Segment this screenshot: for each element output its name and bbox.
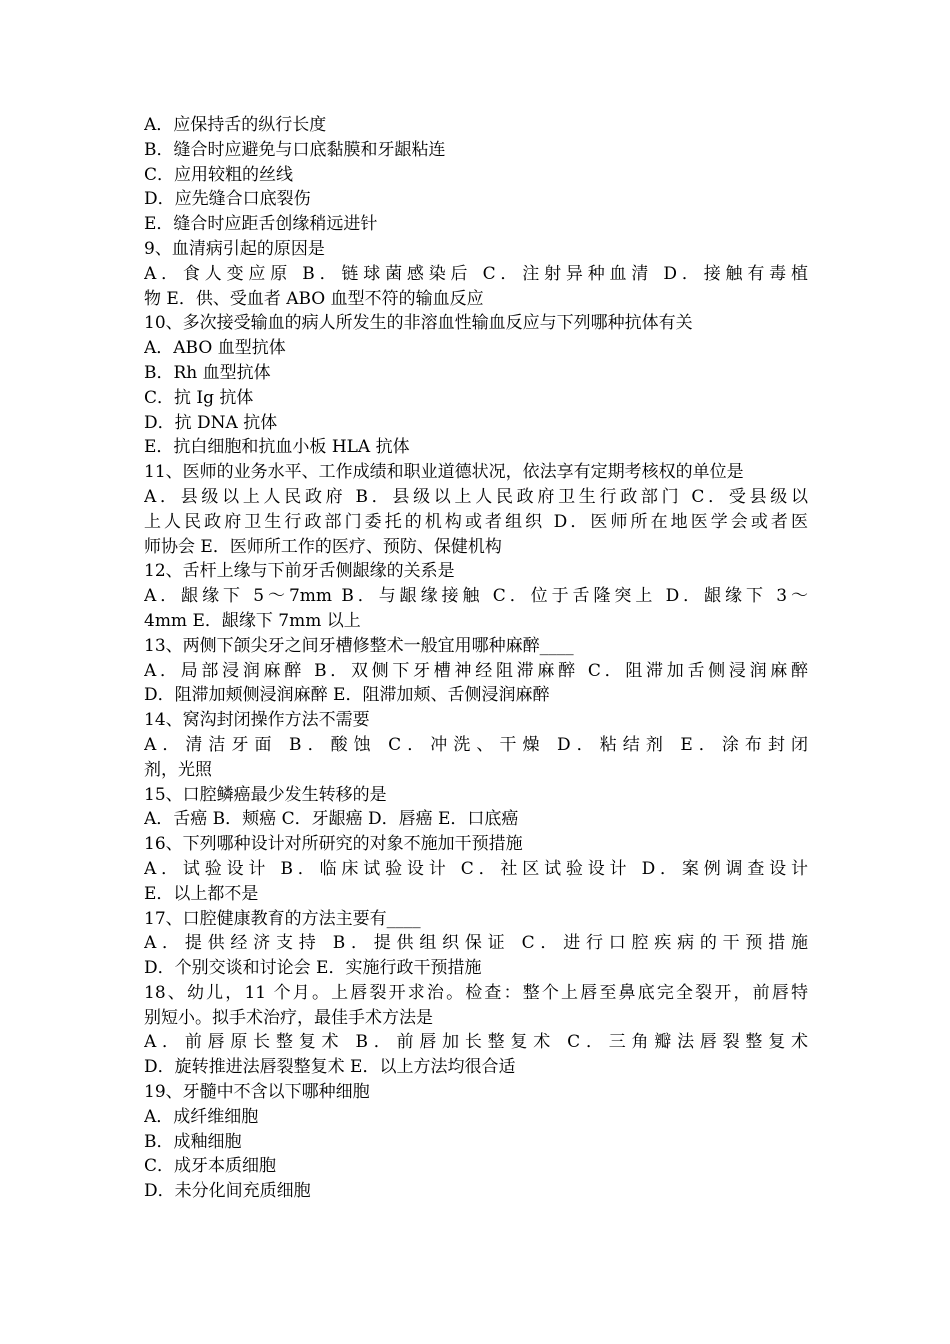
text-line: A．ABO 血型抗体 bbox=[144, 338, 286, 359]
text-line: 12、舌杆上缘与下前牙舌侧龈缘的关系是 bbox=[144, 561, 455, 582]
text-line: 19、牙髓中不含以下哪种细胞 bbox=[144, 1082, 370, 1103]
text-line: A．提供经济支持 B．提供组织保证 C．进行口腔疾病的干预措施 bbox=[144, 933, 808, 954]
text-line: C．成牙本质细胞 bbox=[144, 1156, 277, 1177]
text-line: D．未分化间充质细胞 bbox=[144, 1181, 311, 1202]
text-line: 15、口腔鳞癌最少发生转移的是 bbox=[144, 784, 387, 805]
text-line: 13、两侧下颌尖牙之间牙槽修整术一般宜用哪种麻醉____ bbox=[144, 635, 574, 656]
text-line: D．阻滞加颊侧浸润麻醉 E．阻滞加颊、舌侧浸润麻醉 bbox=[144, 685, 550, 706]
text-line: E．缝合时应距舌创缘稍远进针 bbox=[144, 214, 378, 235]
text-line: D．旋转推进法唇裂整复术 E．以上方法均很合适 bbox=[144, 1057, 516, 1078]
text-line: D．应先缝合口底裂伤 bbox=[144, 189, 311, 210]
text-line: 10、多次接受输血的病人所发生的非溶血性输血反应与下列哪种抗体有关 bbox=[144, 313, 693, 334]
text-line: 11、医师的业务水平、工作成绩和职业道德状况，依法享有定期考核权的单位是 bbox=[144, 462, 744, 483]
document-body bbox=[144, 113, 808, 1204]
text-line: A．成纤维细胞 bbox=[144, 1106, 259, 1127]
text-line: 17、口腔健康教育的方法主要有____ bbox=[144, 908, 421, 929]
text-line: D．抗 DNA 抗体 bbox=[144, 412, 278, 433]
text-line: 剂，光照 bbox=[144, 759, 212, 780]
text-line: 师协会 E．医师所工作的医疗、预防、保健机构 bbox=[144, 536, 502, 557]
text-line: 4mm E．龈缘下 7mm 以上 bbox=[144, 610, 361, 631]
text-line: A．舌癌 B．颊癌 C．牙龈癌 D．唇癌 E．口底癌 bbox=[144, 809, 519, 830]
text-line: 14、窝沟封闭操作方法不需要 bbox=[144, 710, 370, 731]
text-line: E．以上都不是 bbox=[144, 883, 259, 904]
text-line: A．试验设计 B．临床试验设计 C．社区试验设计 D．案例调查设计 bbox=[144, 858, 808, 879]
text-line: A．食人变应原 B．链球菌感染后 C．注射异种血清 D．接触有毒植 bbox=[144, 263, 808, 284]
text-line: D．个别交谈和讨论会 E．实施行政干预措施 bbox=[144, 958, 482, 979]
text-line: A．前唇原长整复术 B．前唇加长整复术 C．三角瓣法唇裂整复术 bbox=[144, 1032, 808, 1053]
text-line: C．抗 Ig 抗体 bbox=[144, 387, 254, 408]
text-line: B．成釉细胞 bbox=[144, 1131, 242, 1152]
text-line: B．缝合时应避免与口底黏膜和牙龈粘连 bbox=[144, 139, 446, 160]
text-line: A．县级以上人民政府 B．县级以上人民政府卫生行政部门 C．受县级以 bbox=[144, 486, 808, 507]
text-line: 上人民政府卫生行政部门委托的机构或者组织 D．医师所在地医学会或者医 bbox=[144, 511, 808, 532]
text-line: 18、幼儿，11 个月。上唇裂开求治。检查：整个上唇至鼻底完全裂开，前唇特 bbox=[144, 982, 808, 1003]
text-line: C．应用较粗的丝线 bbox=[144, 164, 294, 185]
text-line: A．清洁牙面 B．酸蚀 C．冲洗、干燥 D．粘结剂 E．涂布封闭 bbox=[144, 734, 808, 755]
text-line: B．Rh 血型抗体 bbox=[144, 362, 271, 383]
text-line: 16、下列哪种设计对所研究的对象不施加干预措施 bbox=[144, 834, 523, 855]
text-line: A．龈缘下 5～7mm B．与龈缘接触 C．位于舌隆突上 D．龈缘下 3～ bbox=[144, 586, 808, 607]
text-line: A．局部浸润麻醉 B．双侧下牙槽神经阻滞麻醉 C．阻滞加舌侧浸润麻醉 bbox=[144, 660, 808, 681]
text-line: E．抗白细胞和抗血小板 HLA 抗体 bbox=[144, 437, 410, 458]
text-line: 物 E．供、受血者 ABO 血型不符的输血反应 bbox=[144, 288, 484, 309]
text-line: 9、血清病引起的原因是 bbox=[144, 238, 325, 259]
text-line: A．应保持舌的纵行长度 bbox=[144, 115, 327, 135]
text-line: 别短小。拟手术治疗，最佳手术方法是 bbox=[144, 1007, 433, 1028]
